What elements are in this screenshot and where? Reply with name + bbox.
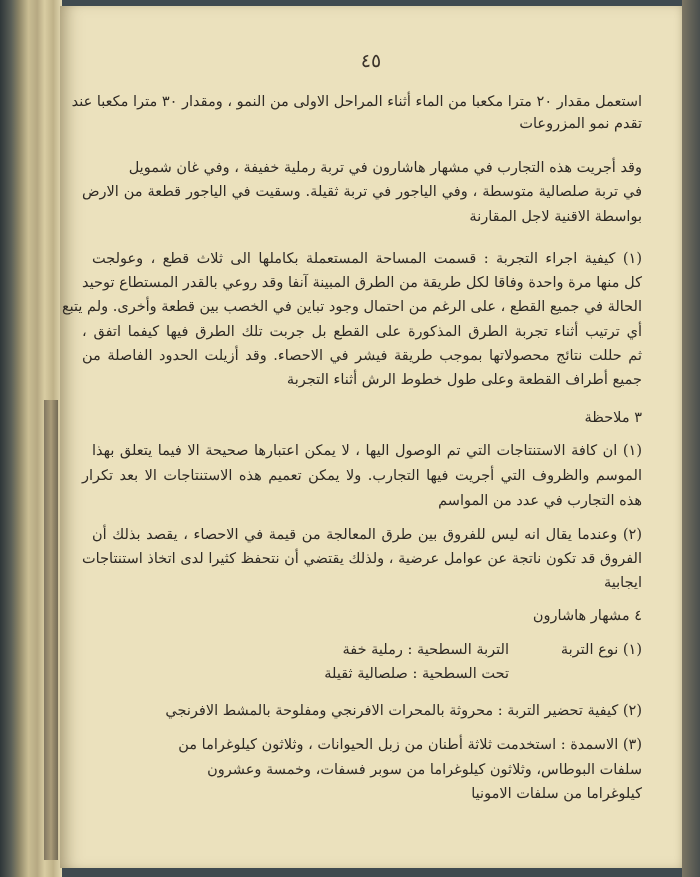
book-cover-edge	[682, 0, 700, 877]
text-line: ثم حللت نتائج محصولاتها بموجب طريقة فيشر في الاحصاء. وقد أزيلت الحدود الفاصلة من	[82, 348, 642, 364]
text-line: في تربة صلصالية متوسطة ، وفي الياجور في تربة ثقيلة. وسقيت في الياجور قطعة من الارض	[82, 184, 642, 200]
text-line: تقدم نمو المزروعات	[519, 116, 642, 132]
page-number: ٤٥	[360, 50, 382, 72]
text-line: وقد أجريت هذه التجارب في مشهار هاشارون في تربة رملية خفيفة ، وفي غان شمويل	[128, 160, 642, 176]
text-line: (١) كيفية اجراء التجربة : قسمت المساحة المستعملة بكاملها الى ثلاث قطع ، وعولجت	[92, 251, 642, 267]
text-line: كيلوغراما من سلفات الامونيا	[471, 786, 642, 802]
text-line: (٢) كيفية تحضير التربة : محروثة بالمحرات الافرنجي ومفلوحة بالمشط الافرنجي	[165, 703, 642, 719]
text-line: (٢) وعندما يقال انه ليس للفروق بين طرق المعالجة من قيمة في الاحصاء ، يقصد بذلك أن	[92, 527, 642, 543]
text-line: (٣) الاسمدة : استخدمت ثلاثة أطنان من زبل الحيوانات ، وثلاثون كيلوغراما من	[178, 737, 642, 753]
text-line: تحت السطحية : صلصالية ثقيلة	[324, 666, 509, 682]
text-line: بواسطة الاقنية لاجل المقارنة	[469, 209, 642, 225]
text-line: التربة السطحية : رملية خفة	[342, 642, 509, 658]
text-line: الحالة في جميع القطع ، على الرغم من احتمال وجود تباين في الخصب بين قطعة وأخرى. ولم يتبع	[61, 299, 642, 315]
section-heading: ٤ مشهار هاشارون	[532, 608, 642, 624]
text-line: كل منها مرة واحدة وفاقا لكل طريقة من الطرق المبينة آنفا وقد روعي بالقدر المستطاع توحيد	[82, 275, 642, 291]
section-heading: ٣ ملاحظة	[584, 410, 642, 426]
text-line: أي ترتيب أثناء تجربة الطرق المذكورة على القطع بل جربت تلك الطرق فيها كيفما اتفق ،	[82, 324, 642, 340]
text-line: جميع أطراف القطعة وعلى طول خطوط الرش أثناء التجربة	[286, 372, 642, 388]
text-line: الموسم والظروف التي أجريت فيها التجارب. ولا يمكن تعميم هذه الاستنتاجات الا بعد تكرار	[82, 468, 642, 484]
text-line: ايجابية	[603, 575, 642, 591]
text-line: سلفات البوطاس، وثلاثون كيلوغراما من سوبر فسفات، وخمسة وعشرون	[207, 762, 642, 778]
text-line: الفروق قد تكون ناتجة عن عوامل عرضية ، ولذلك يقتضي أن نتحفظ كثيرا لدى اتخاذ استنتاجات	[82, 551, 642, 567]
page-stack-edge	[44, 400, 58, 860]
list-item-label: (١) نوع التربة	[560, 642, 642, 658]
book-page	[60, 6, 682, 868]
text-line: هذه التجارب في عدد من المواسم	[438, 493, 642, 509]
text-line: استعمل مقدار ٢٠ مترا مكعبا من الماء أثناء المراحل الاولى من النمو ، ومقدار ٣٠ مترا مكعبا عند	[71, 94, 642, 110]
text-line: (١) ان كافة الاستنتاجات التي تم الوصول اليها ، لا يمكن اعتبارها صحيحة الا فيما يتعلق بهذا	[92, 443, 642, 459]
